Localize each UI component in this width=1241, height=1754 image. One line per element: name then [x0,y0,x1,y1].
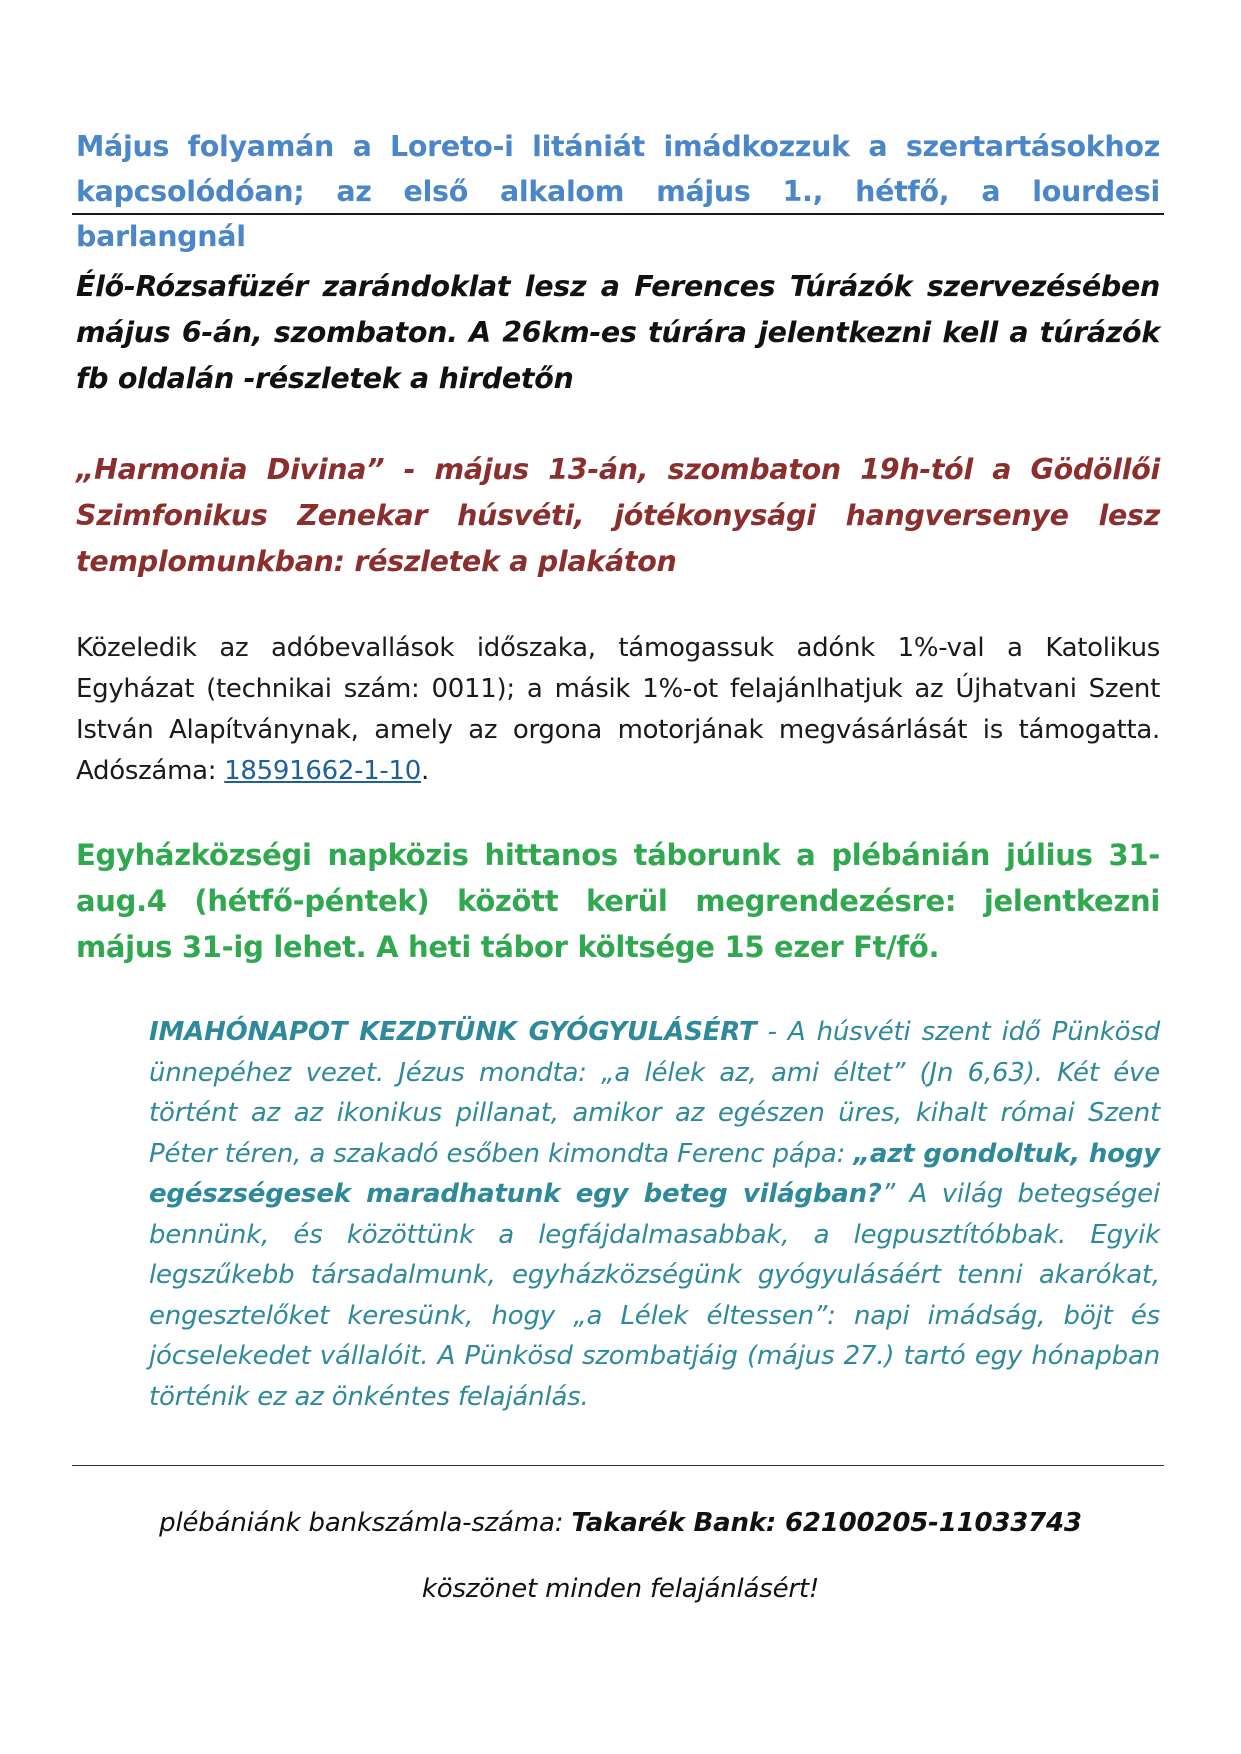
prayer-month-intro: - A húsvéti szent idő Pünkösd ünnepéhez vezet. Jézus mondta: „a lélek az, ami éltet” (Jn 6,63). Két éve történt az az ikonikus pillanat, amikor az egészen üres, kihalt római Szent Péter téren, a szakadó esőben kimondta Ferenc pápa: [149,1017,1160,1169]
notice-may-litany: Május folyamán a Loreto-i litániát imádkozzuk a szertartásokhoz kapcsolódóan; az első alkalom május 1., hétfő, a lourdesi barlangnál [76,130,1160,253]
divider-bottom [72,1465,1164,1466]
prayer-month-rest: ” A világ betegségei bennünk, és közöttünk a legfájdalmasabbak, a legpusztítóbbak. Egyik legszűkebb társadalmunk, egyházközségünk gyógyulásáért tenni akarókat, engesztelőket keresünk, hogy „a Lélek éltessen”: napi imádság, böjt és jócselekedet vállalóit. A Pünkösd szombatjáig (május 27.) tartó egy hónapban történik ez az önkéntes felajánlás. [149,1179,1161,1412]
bank-account-line [0,1508,1241,1538]
tax-donation-text: Közeledik az adóbevallások időszaka, támogassuk adónk 1%-val a Katolikus Egyházat (technikai szám: 0011); a másik 1%-ot felajánlhatjuk az Újhatvani Szent István Alapítványnak, amely az orgona motorjának megvásárlását is támogatta. Adószáma: [76,633,1160,786]
prayer-month-heading: IMAHÓNAPOT KEZDTÜNK GYÓGYULÁSÉRT [149,1017,757,1047]
notice-summer-camp: Egyházközségi napközis hittanos táborunk a plébánián július 31-aug.4 (hétfő-péntek) között kerül megrendezésre: jelentkezni május 31-ig lehet. A heti tábor költsége 15 ezer Ft/fő. [76,838,1160,964]
tax-donation-end: . [420,756,429,786]
bank-account-number: Takarék Bank: 62100205-11033743 [571,1508,1082,1538]
notice-harmonia-divina-concert: „Harmonia Divina” - május 13-án, szombaton 19h-tól a Gödöllői Szimfonikus Zenekar húsvéti, jótékonysági hangversenye lesz templomunkban: részletek a plakáton [76,453,1160,578]
bank-account-label: plébániánk bankszámla-száma: [159,1508,572,1538]
notice-rosary-pilgrimage: Élő-Rózsafüzér zarándoklat lesz a Ferences Túrázók szervezésében május 6-án, szombaton. A 26km-es túrára jelentkezni kell a túrázók fb oldalán -részletek a hirdetőn [76,270,1160,395]
pope-francis-quote: „azt gondoltuk, hogy egészségesek maradhatunk egy beteg világban? [149,1138,1160,1209]
notice-tax-donation [76,628,1160,792]
notice-prayer-month [149,1012,1160,1417]
tax-number-link[interactable]: 18591662-1-10 [224,756,421,786]
thanks-line: köszönet minden felajánlásért! [421,1574,820,1604]
divider-top [72,213,1164,215]
